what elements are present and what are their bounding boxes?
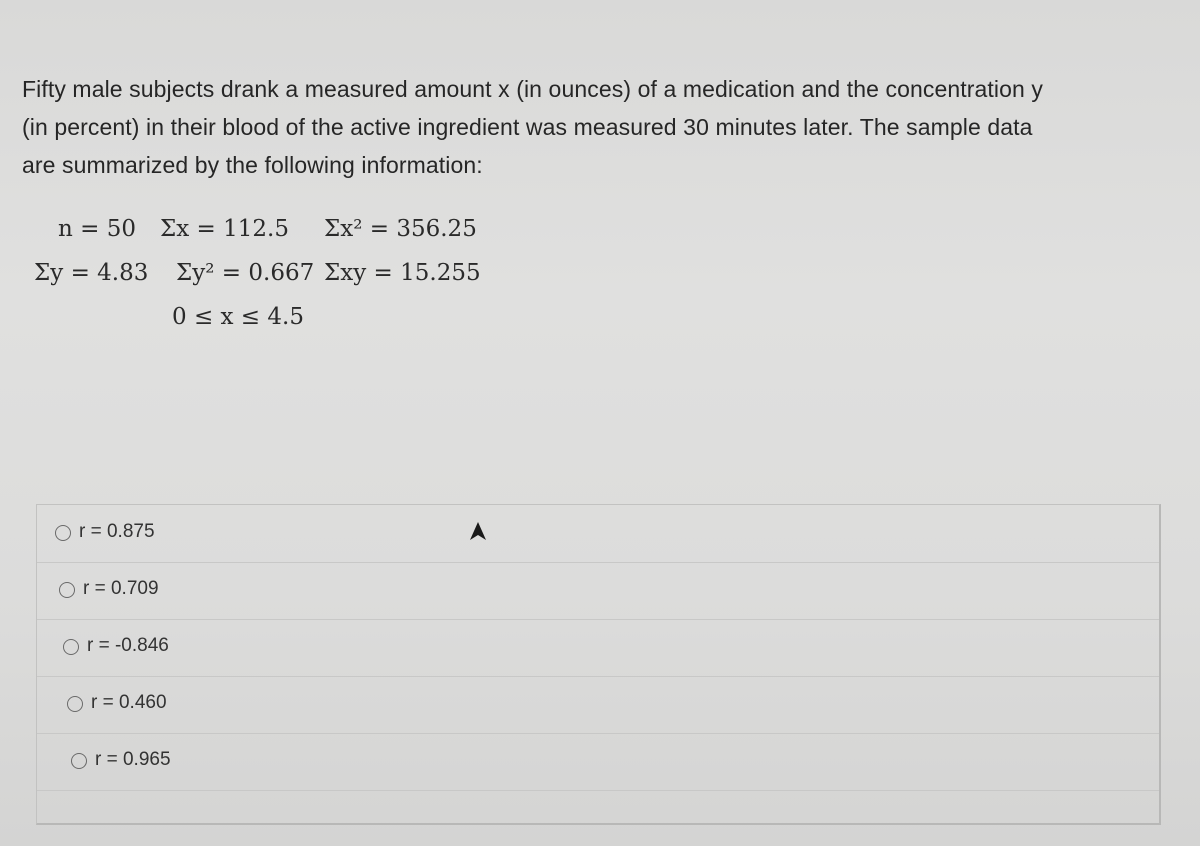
answer-options (36, 504, 1161, 825)
mouse-cursor-icon (468, 520, 488, 542)
summary-sum-x2: Σx² = 356.25 (324, 216, 477, 242)
option-label[interactable]: r = -0.846 (87, 635, 169, 656)
summary-sum-y2: Σy² = 0.667 (176, 260, 315, 286)
option-label[interactable]: r = 0.460 (91, 692, 167, 713)
option-1[interactable] (37, 505, 1159, 563)
summary-n: n = 50 (58, 216, 136, 242)
option-label[interactable]: r = 0.875 (79, 521, 155, 542)
radio-button[interactable] (67, 696, 83, 712)
summary-sum-y: Σy = 4.83 (34, 260, 149, 286)
radio-button[interactable] (55, 525, 71, 541)
summary-sum-x: Σx = 112.5 (160, 216, 289, 242)
question-line-2: (in percent) in their blood of the active ingredient was measured 30 minutes later. The sample data (22, 114, 1033, 140)
summary-range: 0 ≤ x ≤ 4.5 (172, 304, 304, 330)
question-line-1: Fifty male subjects drank a measured amount x (in ounces) of a medication and the concentration y (22, 76, 1043, 102)
radio-button[interactable] (71, 753, 87, 769)
summary-sum-xy: Σxy = 15.255 (324, 260, 481, 286)
radio-button[interactable] (63, 639, 79, 655)
option-2[interactable] (37, 562, 1159, 620)
radio-button[interactable] (59, 582, 75, 598)
option-5[interactable] (37, 733, 1159, 791)
option-4[interactable] (37, 676, 1159, 734)
question-text (22, 70, 1182, 184)
option-label[interactable]: r = 0.965 (95, 749, 171, 770)
question-line-3: are summarized by the following information: (22, 152, 483, 178)
option-3[interactable] (37, 619, 1159, 677)
option-label[interactable]: r = 0.709 (83, 578, 159, 599)
